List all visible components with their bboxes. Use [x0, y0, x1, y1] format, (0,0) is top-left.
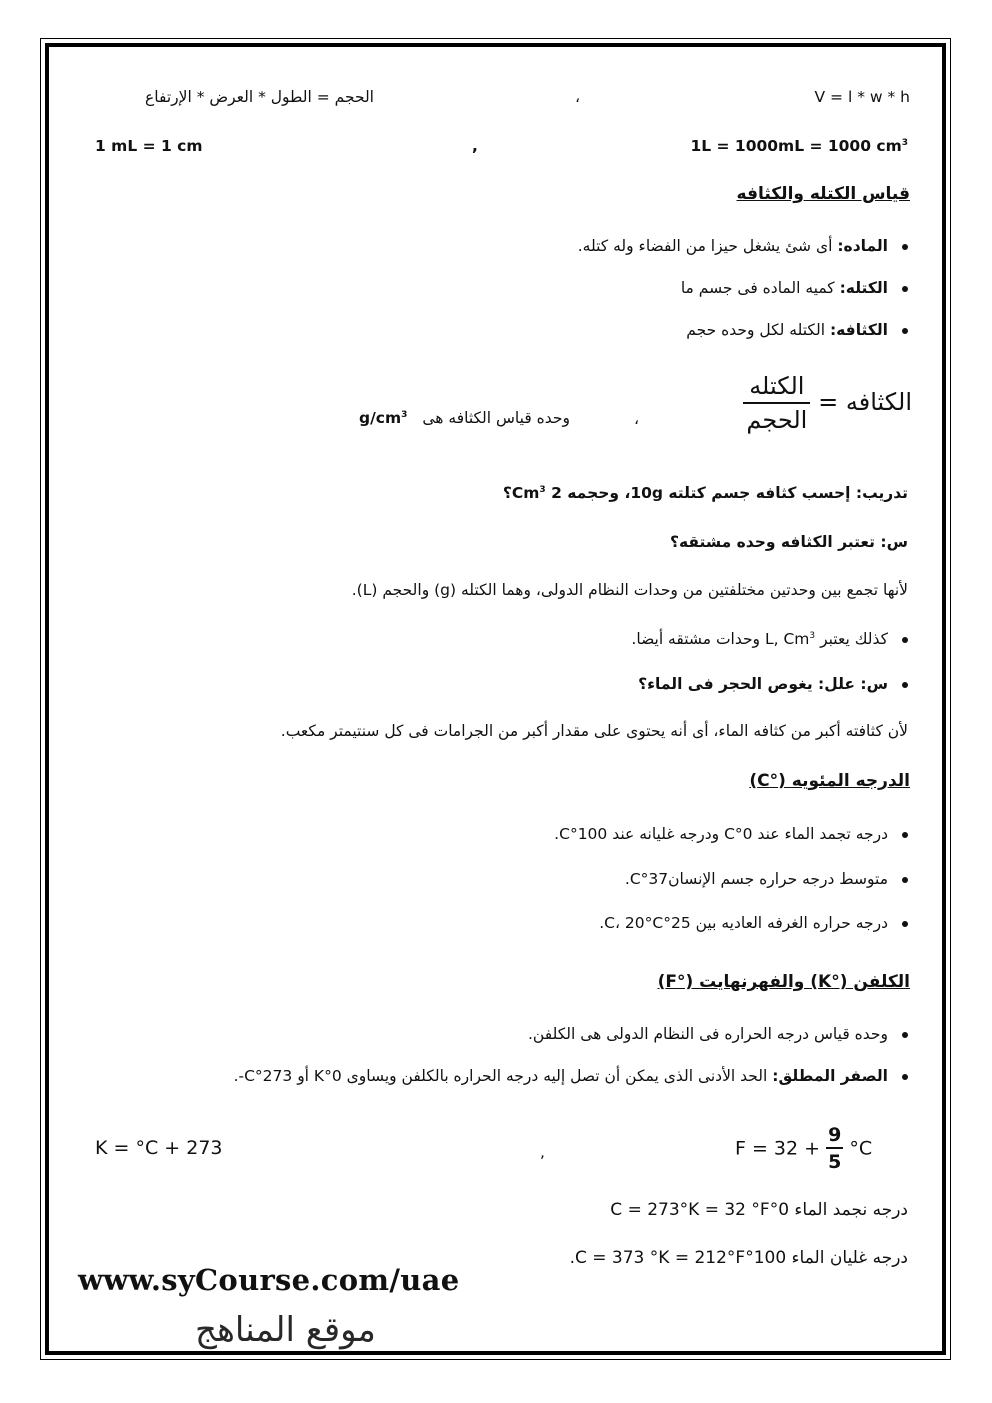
- fahrenheit-prefix: F = 32 +: [735, 1137, 821, 1160]
- bullet-absolute-zero: [234, 1067, 908, 1085]
- body-temp-text: متوسط درجه حراره جسم الإنسان37°C.: [624, 870, 888, 888]
- derived-units-text: كذلك يعتبر L, Cm: [764, 630, 888, 648]
- bullet-body-temp: [625, 870, 908, 888]
- heading-mass-density: قياس الكتله والكثافه: [736, 184, 910, 204]
- comma-separator-2: ,: [472, 137, 478, 155]
- exercise-qmark: ؟: [502, 484, 512, 502]
- comma-separator: ،: [575, 88, 581, 106]
- bullet-freeze-boil: [554, 825, 908, 843]
- bullet-dot: [902, 637, 908, 643]
- kelvin-formula: K = °C + 273: [95, 1137, 223, 1159]
- density-lhs: الكثافه =: [818, 388, 912, 416]
- unit-value: [359, 409, 407, 427]
- bullet-dot: [902, 1032, 908, 1038]
- heading-kelvin-fahrenheit: الكلفن (°K) والفهرنهايت (°F): [657, 972, 910, 992]
- stone-question-text: س: علل: يغوص الحجر فى الماء؟: [638, 675, 888, 693]
- definition-mass: كميه الماده فى جسم ما: [680, 279, 840, 297]
- term-absolute-zero: الصفر المطلق:: [772, 1067, 888, 1085]
- bullet-mass: [681, 279, 908, 297]
- exercise-text: تدريب: إحسب كثافه جسم كتلته 10g، وحجمه 2 Cm: [511, 484, 908, 502]
- water-boiling-points: درجه غليان الماء 100°C = 373 °K = 212°F.: [569, 1248, 908, 1268]
- room-temp-text: درجه حراره الغرفه العاديه بين 25°C، 20°C.: [599, 914, 888, 932]
- definition-absolute-zero: الحد الأدنى الذى يمكن أن تصل إليه درجه الحراره بالكلفن ويساوى 0°K أو 273°C-.: [233, 1067, 773, 1085]
- answer-derived-unit: لأنها تجمع بين وحدتين مختلفتين من وحدات النظام الدولى، وهما الكتله (g) والحجم (L).: [351, 581, 908, 599]
- unit-label: وحده قياس الكثافه هى: [422, 409, 570, 427]
- fraction-five: 5: [828, 1151, 842, 1173]
- fahrenheit-suffix: °C: [849, 1137, 873, 1160]
- derived-units-suffix: وحدات مشتقه أيضا.: [631, 630, 765, 648]
- bullet-dot: [902, 921, 908, 927]
- bullet-dot: [902, 682, 908, 688]
- fahrenheit-fraction: [826, 1124, 843, 1173]
- bullet-density: [686, 321, 908, 339]
- volume-formula-latin: V = l * w * h: [814, 88, 910, 106]
- cube-exponent: 3: [901, 137, 908, 148]
- bullet-derived-units: [631, 630, 908, 648]
- fraction-numerator: الكتله: [743, 372, 810, 404]
- definition-matter: أى شئ يشغل حيزا من الفضاء وله كتله.: [577, 237, 838, 255]
- heading-celsius: الدرجه المئويه (°C): [749, 771, 910, 791]
- density-unit-text: [359, 409, 570, 427]
- bullet-dot: [902, 244, 908, 250]
- unit-value-text: g/cm: [359, 409, 402, 427]
- bullet-matter: [578, 237, 908, 255]
- bullet-dot: [902, 286, 908, 292]
- curricula-site-watermark: موقع المناهج: [195, 1310, 376, 1350]
- bullet-dot: [902, 877, 908, 883]
- exercise-exponent: 3: [539, 484, 546, 495]
- fraction-nine: 9: [826, 1124, 843, 1149]
- liter-text: 1L = 1000mL = 1000 cm: [690, 137, 902, 155]
- density-formula: [743, 372, 912, 434]
- density-fraction: [743, 372, 810, 434]
- bullet-dot: [902, 1074, 908, 1080]
- bullet-room-temp: [599, 914, 908, 932]
- comma-separator-3: ،: [634, 410, 640, 428]
- ml-cm-equivalence: 1 mL = 1 cm: [95, 137, 203, 155]
- freeze-boil-text: درجه تجمد الماء عند 0°C ودرجه غليانه عند 100°C.: [554, 825, 888, 843]
- definition-density: الكتله لكل وحده حجم: [686, 321, 830, 339]
- term-matter: الماده:: [837, 237, 888, 255]
- bullet-dot: [902, 328, 908, 334]
- derived-units-exponent: 3: [809, 630, 816, 641]
- si-unit-text: وحده قياس درجه الحراره فى النظام الدولى هى الكلفن.: [528, 1025, 888, 1043]
- comma-separator-4: ,: [540, 1143, 545, 1161]
- term-density: الكثافه:: [829, 321, 888, 339]
- fahrenheit-formula: [735, 1124, 872, 1173]
- question-derived-unit: س: تعتبر الكثافه وحده مشتقه؟: [669, 533, 908, 551]
- website-watermark: www.syCourse.com/uae: [78, 1263, 460, 1297]
- liter-equivalence: [690, 137, 908, 155]
- answer-stone: لأن كثافته أكبر من كثافه الماء، أى أنه يحتوى على مقدار أكبر من الجرامات فى كل سنتيمتر مكعب.: [280, 722, 908, 740]
- volume-formula-arabic: الحجم = الطول * العرض * الإرتفاع: [145, 88, 374, 106]
- bullet-stone-question: [638, 675, 908, 693]
- term-mass: الكتله:: [839, 279, 888, 297]
- exercise-question: [503, 484, 908, 502]
- unit-exponent: 3: [401, 409, 408, 420]
- bullet-dot: [902, 832, 908, 838]
- fraction-denominator: الحجم: [746, 406, 808, 434]
- water-freezing-points: درجه نجمد الماء 0°C = 273°K = 32 °F: [610, 1200, 908, 1220]
- bullet-si-unit: [528, 1025, 908, 1043]
